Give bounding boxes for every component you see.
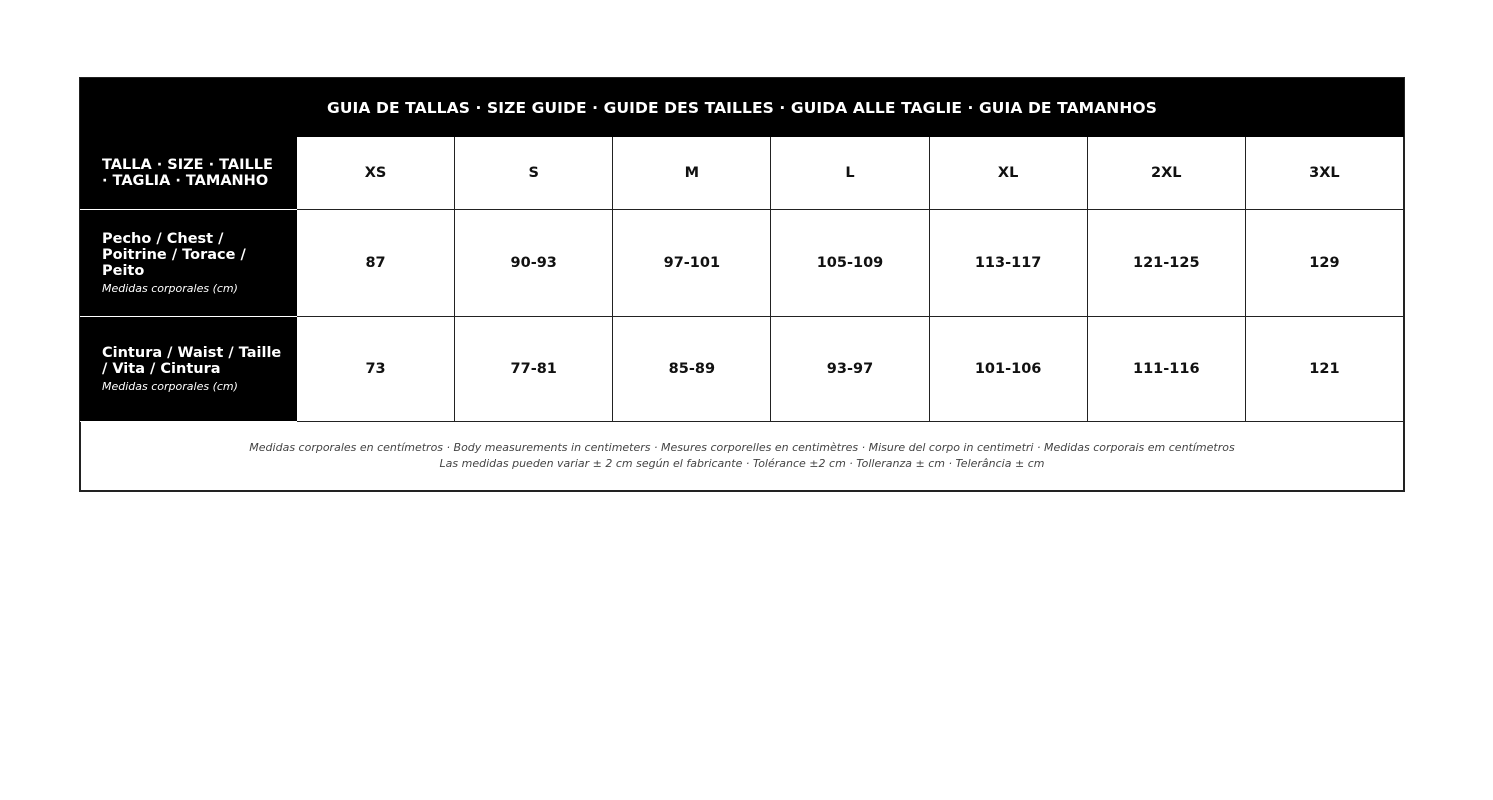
footer-row <box>81 422 1404 491</box>
waist-cell: 93-97 <box>771 317 929 422</box>
waist-cell: 85-89 <box>613 317 771 422</box>
size-cell: 3XL <box>1245 137 1403 210</box>
size-cell: L <box>771 137 929 210</box>
waist-cell: 77-81 <box>455 317 613 422</box>
chest-cell: 87 <box>297 210 455 317</box>
chest-label-text: Pecho / Chest / Poitrine / Torace / Peito <box>102 230 246 279</box>
table-title: GUIA DE TALLAS · SIZE GUIDE · GUIDE DES TAILLES · GUIDA ALLE TAGLIE · GUIA DE TAMANHOS <box>81 79 1404 137</box>
size-cell: M <box>613 137 771 210</box>
footer-note <box>81 422 1404 491</box>
footer-line-1: Medidas corporales en centímetros · Body measurements in centimeters · Mesures corporelles en centimètres · Misure del corpo in centimetri · Medidas corporais em centímetros <box>249 441 1235 454</box>
size-cell: 2XL <box>1087 137 1245 210</box>
size-guide-table <box>79 77 1405 492</box>
title-row <box>81 79 1404 137</box>
footer-line-2: Las medidas pueden variar ± 2 cm según el fabricante · Tolérance ±2 cm · Tolleranza ± cm · Telerância ± cm <box>439 457 1045 470</box>
chest-cell: 105-109 <box>771 210 929 317</box>
chest-row-label <box>81 210 297 317</box>
chest-cell: 121-125 <box>1087 210 1245 317</box>
size-row-label: TALLA · SIZE · TAILLE · TAGLIA · TAMANHO <box>81 137 297 210</box>
size-row <box>81 137 1404 210</box>
chest-cell: 97-101 <box>613 210 771 317</box>
size-cell: XS <box>297 137 455 210</box>
size-cell: S <box>455 137 613 210</box>
waist-label-text: Cintura / Waist / Taille / Vita / Cintura <box>102 344 282 377</box>
chest-row <box>81 210 1404 317</box>
waist-row-label <box>81 317 297 422</box>
waist-cell: 111-116 <box>1087 317 1245 422</box>
waist-cell: 73 <box>297 317 455 422</box>
chest-cell: 129 <box>1245 210 1403 317</box>
size-table <box>80 78 1404 491</box>
chest-cell: 90-93 <box>455 210 613 317</box>
waist-row <box>81 317 1404 422</box>
waist-label-sub: Medidas corporales (cm) <box>102 379 238 393</box>
waist-cell: 101-106 <box>929 317 1087 422</box>
size-cell: XL <box>929 137 1087 210</box>
waist-cell: 121 <box>1245 317 1403 422</box>
chest-label-sub: Medidas corporales (cm) <box>102 281 238 295</box>
chest-cell: 113-117 <box>929 210 1087 317</box>
